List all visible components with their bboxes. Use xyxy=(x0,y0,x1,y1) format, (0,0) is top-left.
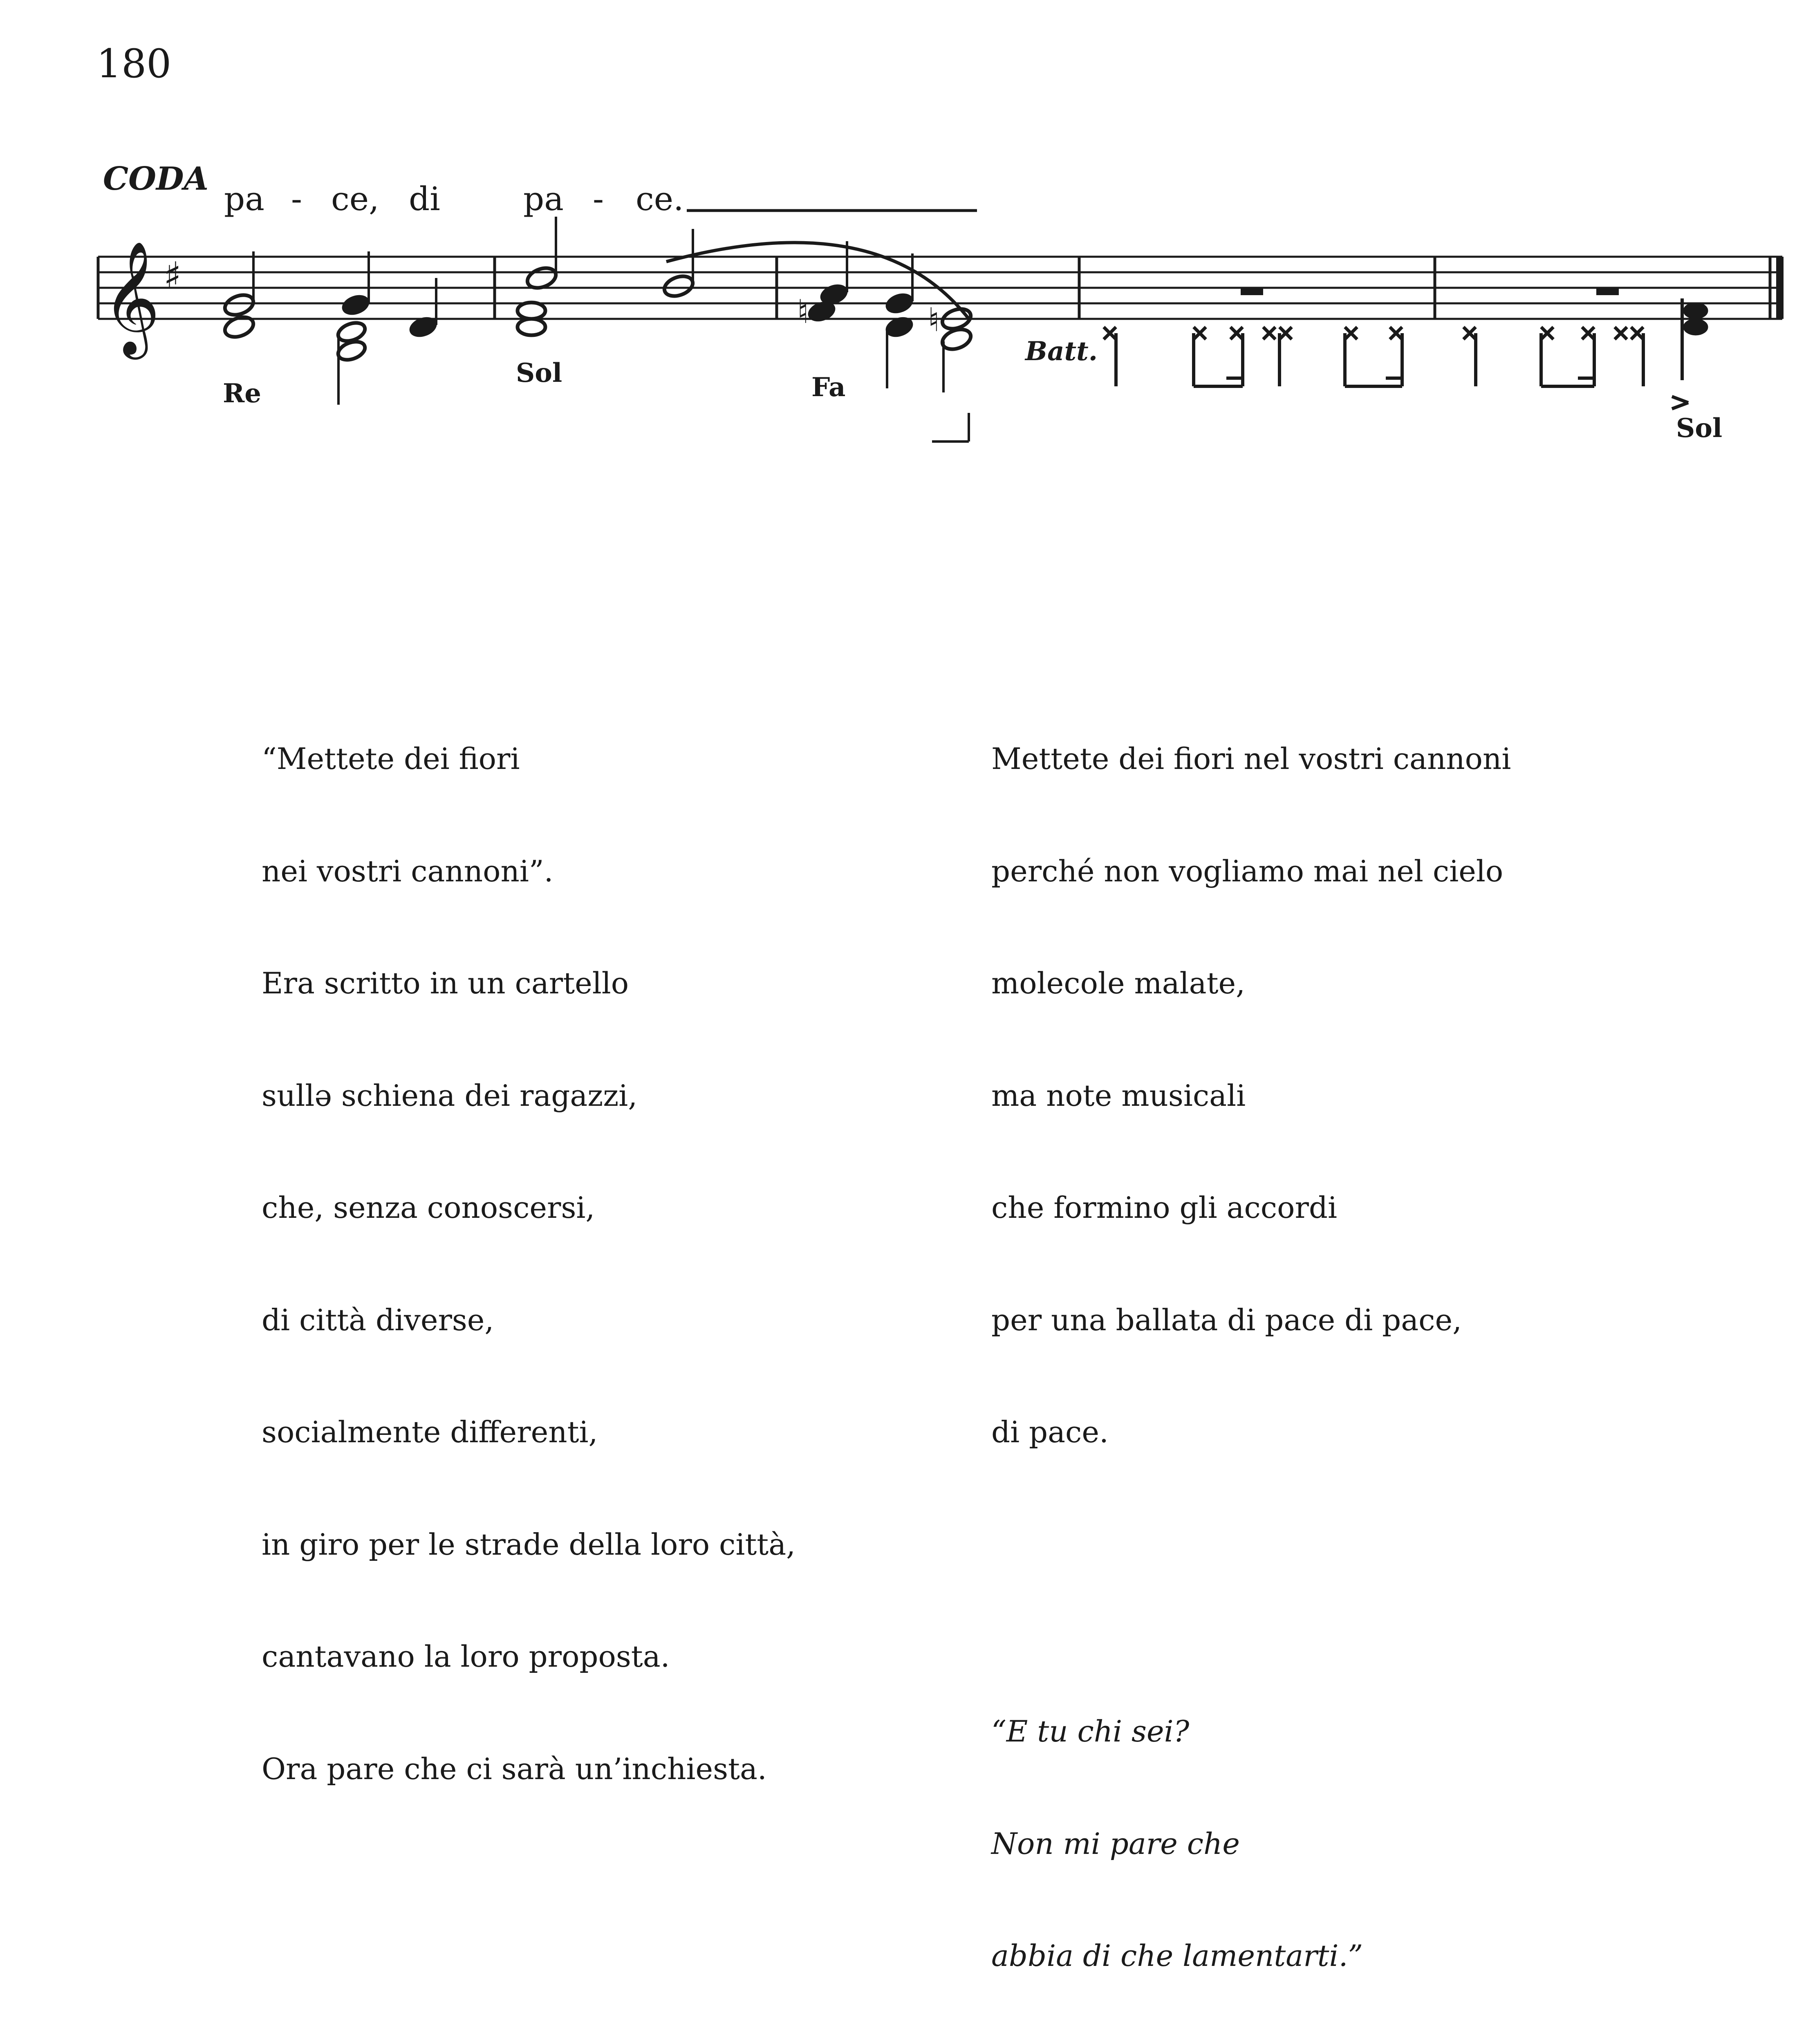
chord-symbol: Sol xyxy=(1676,413,1723,444)
lyric-syllable: di xyxy=(409,180,440,218)
verse-line: Non mi pare che xyxy=(991,1826,1240,1861)
stanza-question xyxy=(991,1638,1537,2044)
verse-line: Mettete dei fiori nel vostri cannoni xyxy=(991,742,1511,776)
page-number: 180 xyxy=(96,41,172,87)
svg-text:♮: ♮ xyxy=(928,301,940,339)
verse-line: che formino gli accordi xyxy=(991,1190,1337,1225)
chord-symbol: Fa xyxy=(811,372,846,403)
stanza-refrain xyxy=(991,666,1537,1526)
verse-line: abbia di che lamentarti.” xyxy=(991,1939,1363,1973)
verse-line: che, senza conoscersi, xyxy=(262,1190,595,1225)
lyric-syllable: pa xyxy=(523,180,564,218)
svg-text:𝄞: 𝄞 xyxy=(102,240,160,354)
stanza-question xyxy=(262,1975,870,2044)
verse-line: molecole malate, xyxy=(991,966,1246,1000)
verse-line: di città diverse, xyxy=(262,1302,494,1337)
svg-text:♯: ♯ xyxy=(164,254,182,297)
verse-line: “Mettete dei fiori xyxy=(262,742,520,776)
lyric-syllable: ce. xyxy=(636,180,684,218)
lyrics-right-column xyxy=(991,591,1537,2044)
staff-notation xyxy=(0,0,1815,470)
lyric-syllable: ce, xyxy=(331,180,379,218)
verse-line: “E tu chi sei? xyxy=(991,1714,1190,1748)
percussion-label: Batt. xyxy=(1025,336,1098,367)
music-score xyxy=(0,0,1815,470)
verse-line: sullə schiena dei ragazzi, xyxy=(262,1078,638,1113)
verse-line: socialmente differenti, xyxy=(262,1415,598,1449)
coda-label: CODA xyxy=(103,160,209,197)
chord-symbol: Sol xyxy=(516,358,562,388)
svg-text:♮: ♮ xyxy=(797,293,809,331)
verse-line: in giro per le strade della loro città, xyxy=(262,1527,796,1562)
verse-line: ma note musicali xyxy=(991,1078,1246,1113)
verse-line: di pace. xyxy=(991,1415,1109,1449)
lyric-syllable: pa xyxy=(224,180,264,218)
verse-line: cantavano la loro proposta. xyxy=(262,1639,670,1674)
verse-line: Ora pare che ci sarà un’inchiesta. xyxy=(262,1751,767,1786)
verse-line: per una ballata di pace di pace, xyxy=(991,1302,1462,1337)
verse-line: Era scritto in un cartello xyxy=(262,966,629,1000)
lyric-syllable: - xyxy=(291,180,302,218)
chord-symbol: Re xyxy=(223,378,261,409)
lyric-syllable: - xyxy=(593,180,604,218)
verse-line: perché non vogliamo mai nel cielo xyxy=(991,854,1504,888)
stanza xyxy=(262,666,870,1862)
verse-line: nei vostri cannoni”. xyxy=(262,854,553,888)
lyrics-left-column xyxy=(262,591,870,2044)
